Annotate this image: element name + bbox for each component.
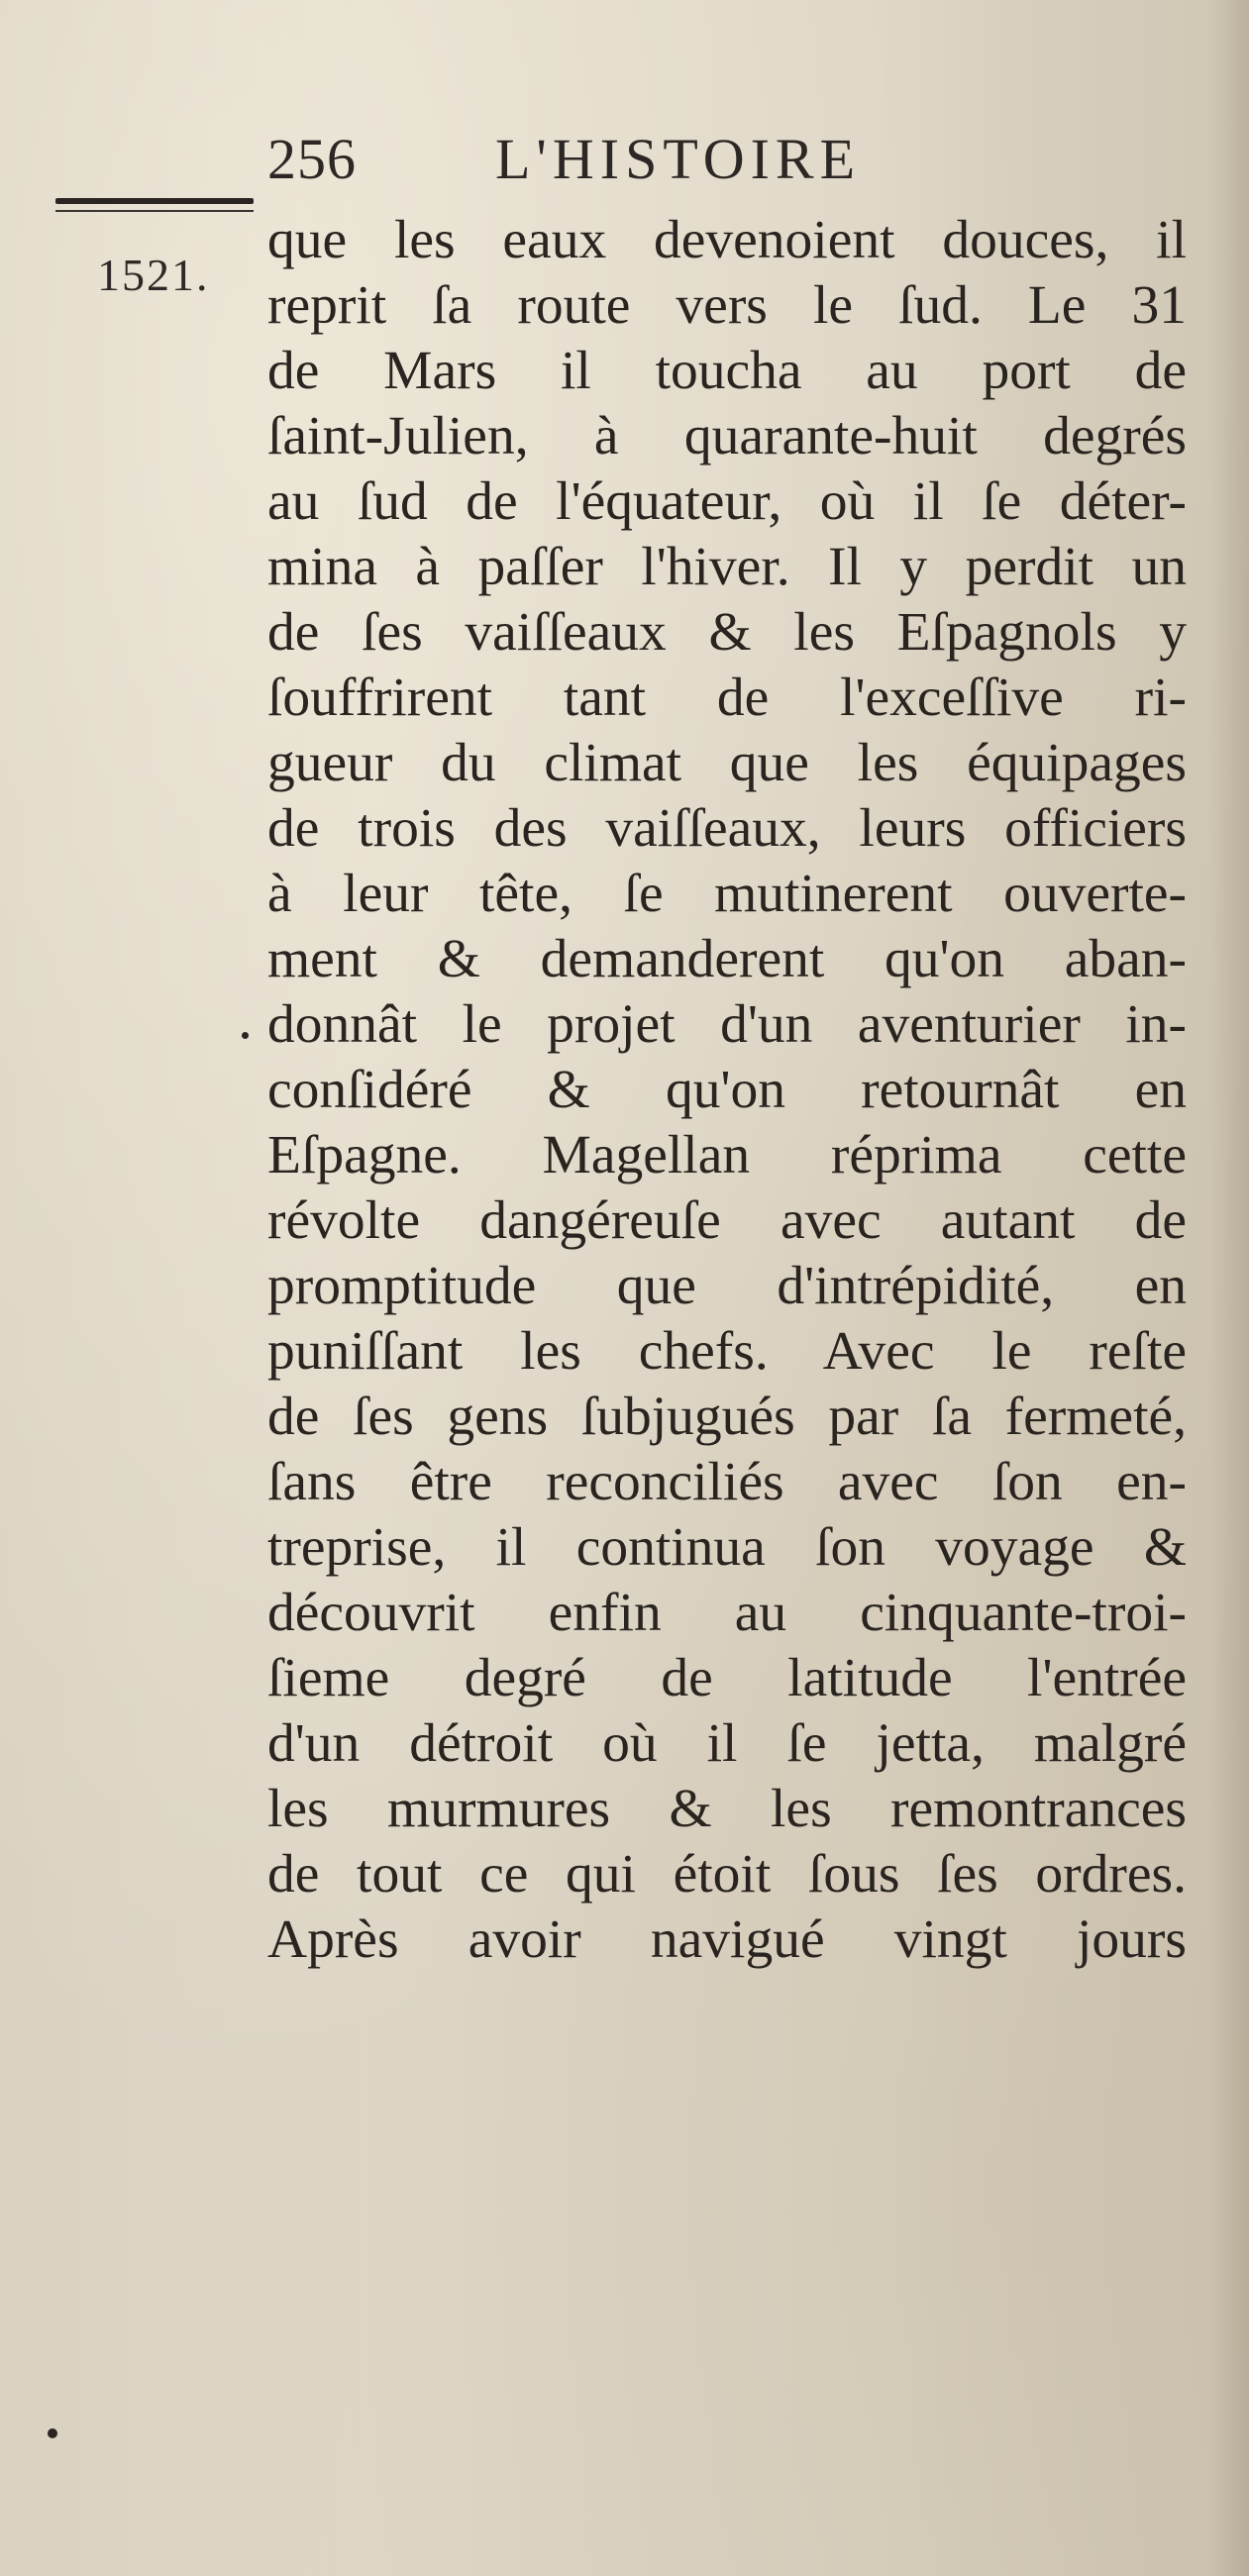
text-line-17: promptitude que d'intrépidité, en (267, 1256, 1187, 1316)
text-line-10: de trois des vaiſſeaux, leurs officiers (267, 798, 1187, 859)
header-rule-thick (55, 198, 254, 204)
text-line-13: donnât le projet d'un aventurier in- (267, 994, 1187, 1055)
book-title: L'HISTOIRE (495, 127, 862, 191)
text-line-16: révolte dangéreuſe avec autant de (267, 1190, 1187, 1251)
header-rule (55, 198, 254, 214)
text-line-5: au ſud de l'équateur, où il ſe déter- (267, 471, 1187, 532)
text-line-18: puniſſant les chefs. Avec le reſte (267, 1321, 1187, 1382)
text-line-19: de ſes gens ſubjugués par ſa fermeté, (267, 1387, 1187, 1447)
text-line-25: les murmures & les remontrances (267, 1779, 1187, 1839)
text-line-1: que les eaux devenoient douces, il (267, 210, 1187, 270)
text-line-3: de Mars il toucha au port de (267, 341, 1187, 401)
text-line-27: Après avoir navigué vingt jours (267, 1909, 1187, 1970)
text-line-6: mina à paſſer l'hiver. Il y perdit un (267, 537, 1187, 597)
text-line-21: treprise, il continua ſon voyage & (267, 1517, 1187, 1578)
page-edge-shadow (1209, 0, 1249, 2576)
text-line-20: ſans être reconciliés avec ſon en- (267, 1452, 1187, 1512)
text-line-12: ment & demanderent qu'on aban- (267, 929, 1187, 989)
text-line-9: gueur du climat que les équipages (267, 733, 1187, 793)
text-line-15: Eſpagne. Magellan réprima cette (267, 1125, 1187, 1185)
text-line-8: ſouffrirent tant de l'exceſſive ri- (267, 668, 1187, 728)
ink-speck (48, 2428, 57, 2438)
text-line-4: ſaint-Julien, à quarante-huit degrés (267, 406, 1187, 466)
ink-speck (242, 1032, 249, 1039)
text-line-22: découvrit enfin au cinquante-troi- (267, 1583, 1187, 1643)
text-line-7: de ſes vaiſſeaux & les Eſpagnols y (267, 602, 1187, 663)
text-line-24: d'un détroit où il ſe jetta, malgré (267, 1713, 1187, 1774)
text-line-23: ſieme degré de latitude l'entrée (267, 1648, 1187, 1708)
body-text (267, 208, 1187, 2020)
page-number: 256 (267, 127, 357, 191)
text-line-14: conſidéré & qu'on retournât en (267, 1060, 1187, 1120)
text-line-2: reprit ſa route vers le ſud. Le 31 (267, 275, 1187, 336)
running-head (267, 125, 961, 194)
margin-year-note: 1521. (97, 250, 210, 300)
text-line-26: de tout ce qui étoit ſous ſes ordres. (267, 1844, 1187, 1905)
header-rule-thin (55, 210, 254, 212)
text-line-11: à leur tête, ſe mutinerent ouverte- (267, 864, 1187, 924)
